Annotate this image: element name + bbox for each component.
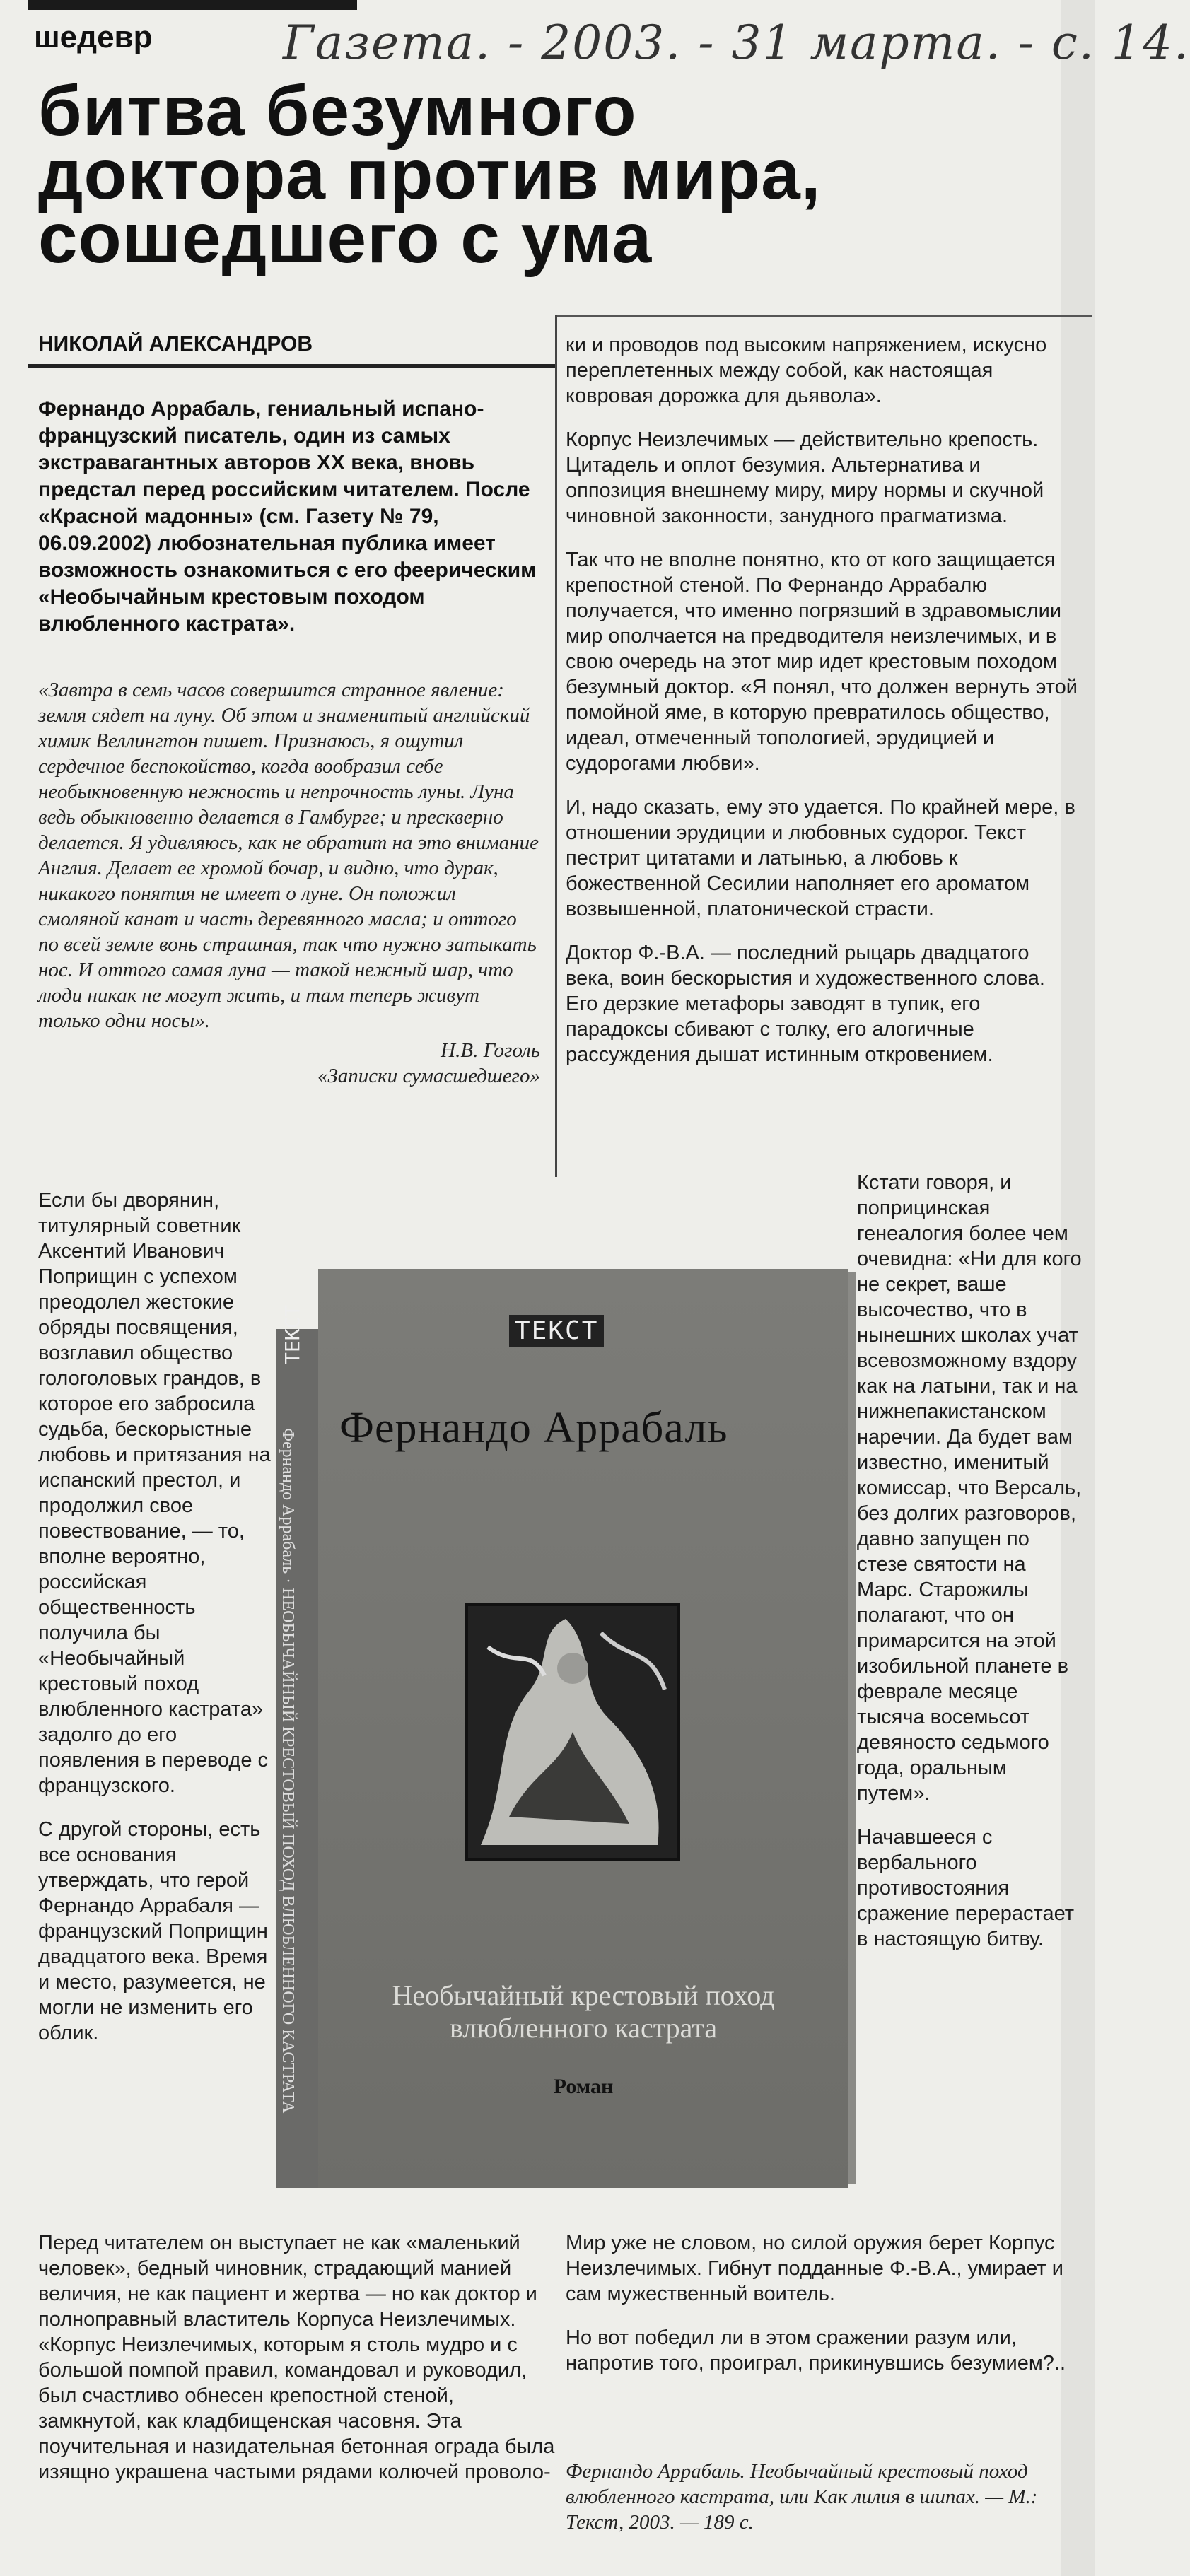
bottom-left-column — [38, 2230, 558, 2503]
book-edge — [848, 1272, 856, 2184]
rubric-label: шедевр — [34, 20, 153, 54]
paragraph: Мир уже не словом, но силой оружия берет Корпус Неизлечимых. Гибнут подданные Ф.-В.А., умирает и сам мужественный воитель. — [566, 2232, 1063, 2305]
paragraph: ки и проводов под высоким напряжением, искусно переплетенных между собой, как настоящая ковровая дорожка для дьявола». — [566, 334, 1047, 407]
byline-rule — [28, 364, 555, 368]
book-title: Необычайный крестовый поход влюбленного кастрата — [392, 1979, 775, 2044]
headline — [38, 71, 1085, 278]
book-genre: Роман — [553, 2075, 614, 2098]
author-byline: НИКОЛАЙ АЛЕКСАНДРОВ — [38, 332, 313, 356]
headline-line-2: доктора против мира, — [38, 135, 822, 214]
spine-title-text: НЕОБЫЧАЙНЫЙ КРЕСТОВЫЙ ПОХОД ВЛЮБЛЕННОГО КАСТРАТА — [279, 1588, 297, 2114]
paragraph: Так что не вполне понятно, кто от кого защищается крепостной стеной. По Фернандо Аррабалю получается, что именно погрязший в здравомыслии мир ополчается на предводителя неизлечимых, и в свою очередь на этот мир идет крестовым походом безумный доктор. «Я понял, что должен вернуть этой помойной яме, в которую превратилось общество, идеал, отмеченный топологией, эрудицией и судорогами любви». — [566, 549, 1078, 775]
spine-author: Фернандо Аррабаль — [279, 1428, 297, 1574]
book-spine-title: Фернандо Аррабаль · НЕОБЫЧАЙНЫЙ КРЕСТОВЫЙ ПОХОД ВЛЮБЛЕННОГО КАСТРАТА — [279, 1428, 297, 2114]
headline-line-3: сошедшего с ума — [38, 199, 653, 278]
right-column — [566, 332, 1082, 1086]
lead-paragraph: Фернандо Аррабаль, гениальный испано-французский писатель, один из самых экстравагантных авторов XX века, вновь предстал перед российским читателем. После «Красной мадонны» (см. Газету № 79, 06.09.2002) любознательная публика имеет возможность ознакомиться с его феерическим «Необычайным крестовым походом влюбленного кастрата». — [38, 397, 537, 636]
book-author: Фернандо Аррабаль — [339, 1404, 728, 1452]
rubric-bar — [28, 0, 357, 10]
paragraph: Если бы дворянин, титулярный советник Аксентий Иванович Поприщин с успехом преодолел жестокие обряды посвящения, возглавил общество гологоловых грандов, в которое его забросила судьба, бескорыстные любовь и притязания на испанский престол, и продолжил свое повествование, — то, вполне вероятно, российская общественность получила бы «Необычайный крестовый поход влюбленного кастрата» задолго до его появления в переводе с французского. — [38, 1189, 271, 1797]
paragraph: Корпус Неизлечимых — действительно крепость. Цитадель и оплот безумия. Альтернатива и оппозиция внешнему миру, миру нормы и скучной чиновной законности, занудного прагматизма. — [566, 428, 1044, 527]
paragraph: Но вот победил ли в этом сражении разум или, напротив того, проиграл, прикинувшись безумием?.. — [566, 2326, 1066, 2375]
epigraph-text: «Завтра в семь часов совершится странное явление: земля сядет на луну. Об этом и знаменитый английский химик Веллингтон пишет. Признаюсь, я ощутил сердечное беспокойство, когда вообразил себе необыкновенную нежность и непрочность луны. Луна ведь обыкновенно делается в Гамбурге; и прескверно делается. Я удивляюсь, как не обратит на это внимание Англия. Делает ее хромой бочар, и видно, что дурак, никакого понятия не имеет о луне. Он положил смоляной канат и часть деревянного масла; и оттого по всей земле вонь страшная, так что нужно затыкать нос. И оттого самая луна — такой нежный шар, что люди никак не могут жить, и там теперь живут только одни носы». — [38, 679, 539, 1032]
epigraph-author: Н.В. Гоголь — [441, 1039, 540, 1062]
book-publisher-logo: ТЕКСТ — [509, 1315, 604, 1347]
handwritten-citation: Газета. - 2003. - 31 марта. - с. 14. — [283, 16, 1190, 70]
column-rule-top — [555, 315, 1092, 317]
left-column — [38, 1188, 272, 2064]
bottom-right-column — [566, 2230, 1082, 2394]
paragraph: Кстати говоря, и поприцинская генеалогия более чем очевидна: «Ни для кого не секрет, ваше высочество, что в нынешних школах учат всевозможному вздору как на латыни, так и на нижнепакистанском наречии. Да будет вам известно, именитый комиссар, что Версаль, без долгих разговоров, давно запущен по стезе святости на Марс. Старожилы полагают, что он примарсится на этой изобильной планете в феврале месяце тысяча восемьсот девяносто седьмого года, оральным путем». — [857, 1171, 1082, 1805]
book-spine-publisher: ТЕКСТ — [281, 1304, 304, 1364]
book-cover-illustration — [467, 1605, 679, 1859]
bibliography: Фернандо Аррабаль. Необычайный крестовый поход влюбленного кастрата, или Как лилия в шипах. — М.: Текст, 2003. — 189 с. — [566, 2460, 1038, 2534]
headline-line-1: битва безумного — [38, 71, 637, 151]
paragraph: И, надо сказать, ему это удается. По крайней мере, в отношении эрудиции и любовных судорог. Текст пестрит цитатами и латынью, а любовь к божественной Сесилии наполняет его ароматом возвышенной, платонической страсти. — [566, 796, 1075, 920]
column-rule-vertical — [555, 315, 557, 1177]
epigraph-source: «Записки сумасшедшего» — [317, 1065, 540, 1087]
epigraph — [38, 677, 540, 1089]
middle-column — [857, 1170, 1082, 1970]
paragraph: С другой стороны, есть все основания утверждать, что герой Фернандо Аррабаля — французский Поприщин двадцатого века. Время и место, разумеется, не могли не изменить его облик. — [38, 1818, 268, 2044]
paragraph: Перед читателем он выступает не как «маленький человек», бедный чиновник, страдающий манией величия, не как пациент и жертва — но как доктор и полноправный властитель Корпуса Неизлечимых. «Корпус Неизлечимых, которым я столь мудро и с большой помпой правил, командовал и руководил, был счастливо обнесен крепостной стеной, замкнутой, как кладбищенская часовня. Эта поучительная и назидательная бетонная ограда была изящно украшена частыми рядами колючей проволо- — [38, 2232, 555, 2483]
paragraph: Доктор Ф.-В.А. — последний рыцарь двадцатого века, воин бескорыстия и художественного слова. Его дерзкие метафоры заводят в тупик, его парадоксы сбивают с толку, его алогичные рассуждения дышат истинным откровением. — [566, 942, 1045, 1066]
paragraph: Начавшееся с вербального противостояния сражение перерастает в настоящую битву. — [857, 1826, 1075, 1950]
